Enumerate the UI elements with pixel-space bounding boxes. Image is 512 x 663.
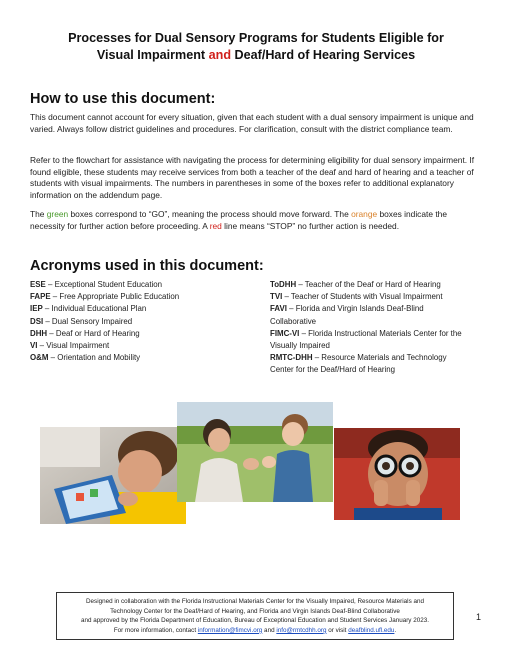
acronyms-heading: Acronyms used in this document: [30,258,264,274]
how-to-heading: How to use this document: [30,91,216,107]
acronym-item: ESE – Exceptional Student Education [30,280,163,289]
acronyms-right-column [270,279,462,377]
footer-line-1: Designed in collaboration with the Florida Instructional Materials Center for the Visually Impaired, Resource Materials and [86,598,424,605]
how-to-paragraph-1: This document cannot account for every situation, given that each student with a dual sensory impairment is unique and varied. Always follow district guidelines and procedures. For clarification, consult with the district compliance team. [30,112,474,134]
acronym-continuation: Visually Impaired [270,341,330,351]
acronym-item: FAPE – Free Appropriate Public Education [30,292,180,302]
orange-word: orange [351,209,378,219]
footer-line-2: Technology Center for the Deaf/Hard of Hearing, and Florida and Virgin Islands Deaf-Blind Collaborative [110,607,400,615]
document-title [30,30,482,64]
acronym-item: ToDHH – Teacher of the Deaf or Hard of Hearing [270,280,441,289]
credits-footer-box [56,592,454,640]
red-word: red [209,220,222,231]
email-rmtcdhh-link[interactable]: info@rmtcdhh.org [276,626,327,634]
page-number: 1 [476,612,482,622]
photo-adult-child-signing [177,402,333,502]
website-link[interactable]: deafblind.ufl.edu [348,626,395,634]
acronym-continuation: Collaborative [270,316,317,326]
title-and: and [208,48,232,62]
acronym-item: FAVI – Florida and Virgin Islands Deaf-Blind [270,304,424,314]
acronym-item: RMTC-DHH – Resource Materials and Technology [270,353,447,363]
green-word: green [46,209,69,219]
title-line-2: Visual Impairment and Deaf/Hard of Hearing Services [96,48,416,62]
acronym-item: DHH – Deaf or Hard of Hearing [30,328,140,338]
photo-child-glasses [334,428,460,520]
acronym-item: TVI – Teacher of Students with Visual Impairment [270,292,443,302]
footer-line-3: and approved by the Florida Department of Education, Bureau of Exceptional Education and Student Services January 2023. [81,617,429,625]
title-line-1: Processes for Dual Sensory Programs for Students Eligible for [68,31,444,45]
acronym-item: FIMC-VI – Florida Instructional Materials Center for the [270,328,462,338]
photo-child-tablet [40,427,186,524]
email-fimcvi-link[interactable]: information@fimcvi.org [197,626,263,634]
acronym-item: O&M – Orientation and Mobility [30,353,141,363]
how-to-paragraph-2: Refer to the flowchart for assistance with navigating the process for determining eligibility for dual sensory impairment. If found eligible, these students may receive services from both a teacher of the deaf and hard of hearing and a teacher of students with visual impairments. The numbers in parentheses in some of the boxes refer to additional explanatory information on the addendum page. [30,155,475,200]
acronym-item: VI – Visual Impairment [30,341,110,351]
acronyms-left-column [30,279,179,364]
acronym-item: DSI – Dual Sensory Impaired [30,316,133,326]
footer-line-4: For more information, contact information@fimcvi.org and info@rmtcdhh.org or visit deafblind.ufl.edu. [113,626,397,634]
acronym-item: IEP – Individual Educational Plan [30,304,147,314]
acronym-continuation: Center for the Deaf/Hard of Hearing [270,365,395,375]
color-legend-paragraph: The green boxes correspond to “GO”, meaning the process should move forward. The orange boxes indicate the necessity for further action before proceeding. A red line means “STOP” no further action is needed. [30,209,447,231]
